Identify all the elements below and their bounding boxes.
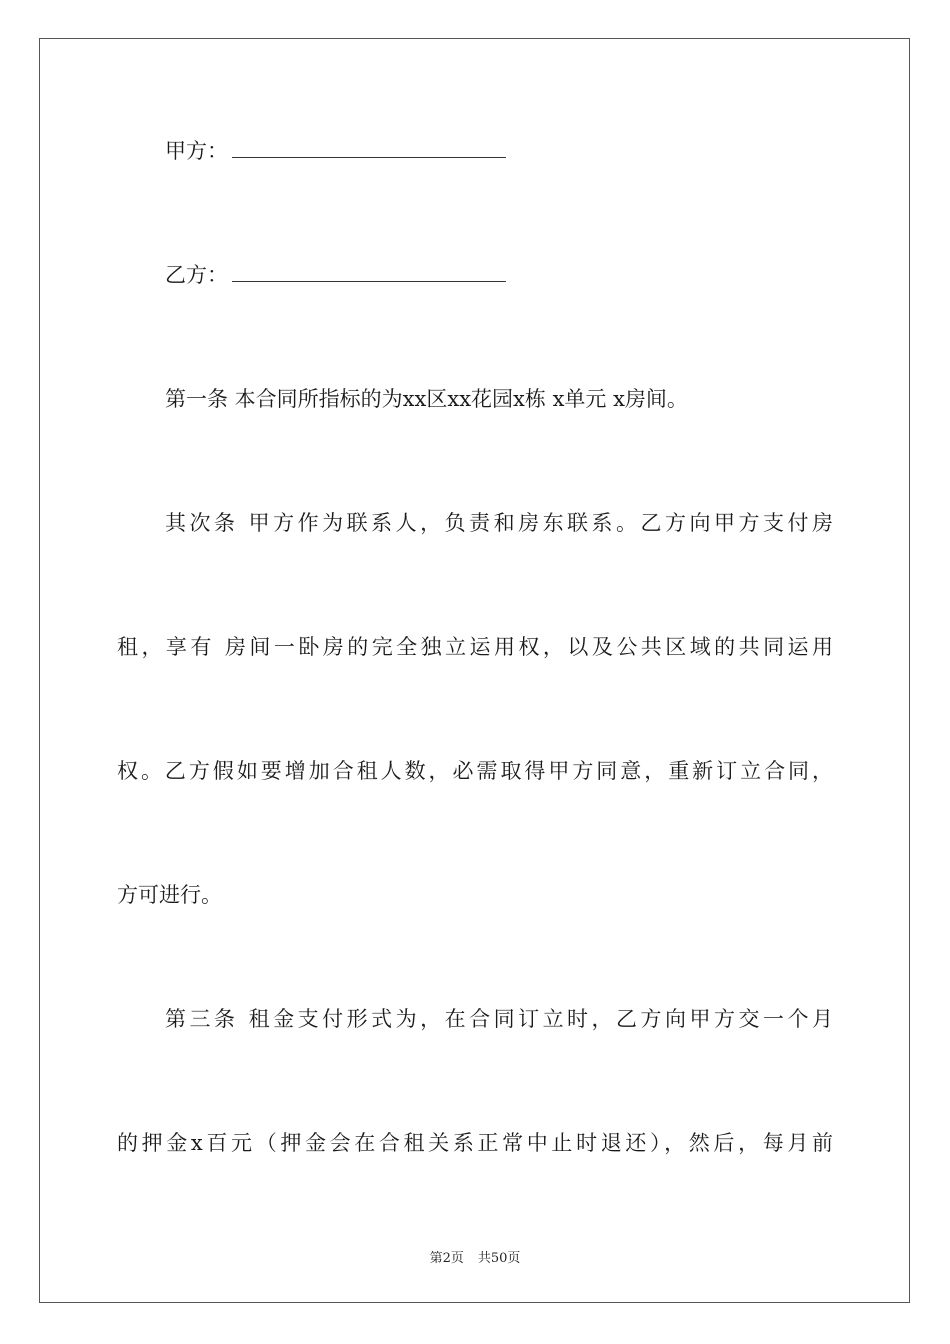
article-2-line-4: 方可进行。 bbox=[117, 883, 222, 907]
article-2-line-3: 权。乙方假如要增加合租人数，必需取得甲方同意，重新订立合同， bbox=[117, 759, 833, 783]
party-a-label: 甲方： bbox=[165, 139, 228, 163]
party-b-blank-field bbox=[232, 263, 506, 282]
total-pages: 共50页 bbox=[477, 1251, 521, 1266]
article-3-line-1: 第三条 租金支付形式为，在合同订立时，乙方向甲方交一个月 bbox=[165, 1007, 833, 1031]
party-a-blank-field bbox=[232, 139, 506, 158]
article-2-line-2: 租，享有 房间一卧房的完全独立运用权，以及公共区域的共同运用 bbox=[117, 635, 833, 659]
page-frame bbox=[39, 38, 910, 1303]
article-2-line-1: 其次条 甲方作为联系人，负责和房东联系。乙方向甲方支付房 bbox=[165, 511, 833, 535]
article-3-line-2: 的押金x百元（押金会在合租关系正常中止时退还），然后，每月前 bbox=[117, 1131, 833, 1155]
party-b-label: 乙方： bbox=[165, 263, 228, 287]
page-footer bbox=[0, 1247, 950, 1266]
page-number: 第2页 bbox=[429, 1251, 464, 1266]
party-a-line bbox=[165, 136, 833, 166]
article-1-line: 第一条 本合同所指标的为xx区xx花园x栋 x单元 x房间。 bbox=[165, 387, 688, 411]
party-b-line bbox=[165, 260, 833, 290]
